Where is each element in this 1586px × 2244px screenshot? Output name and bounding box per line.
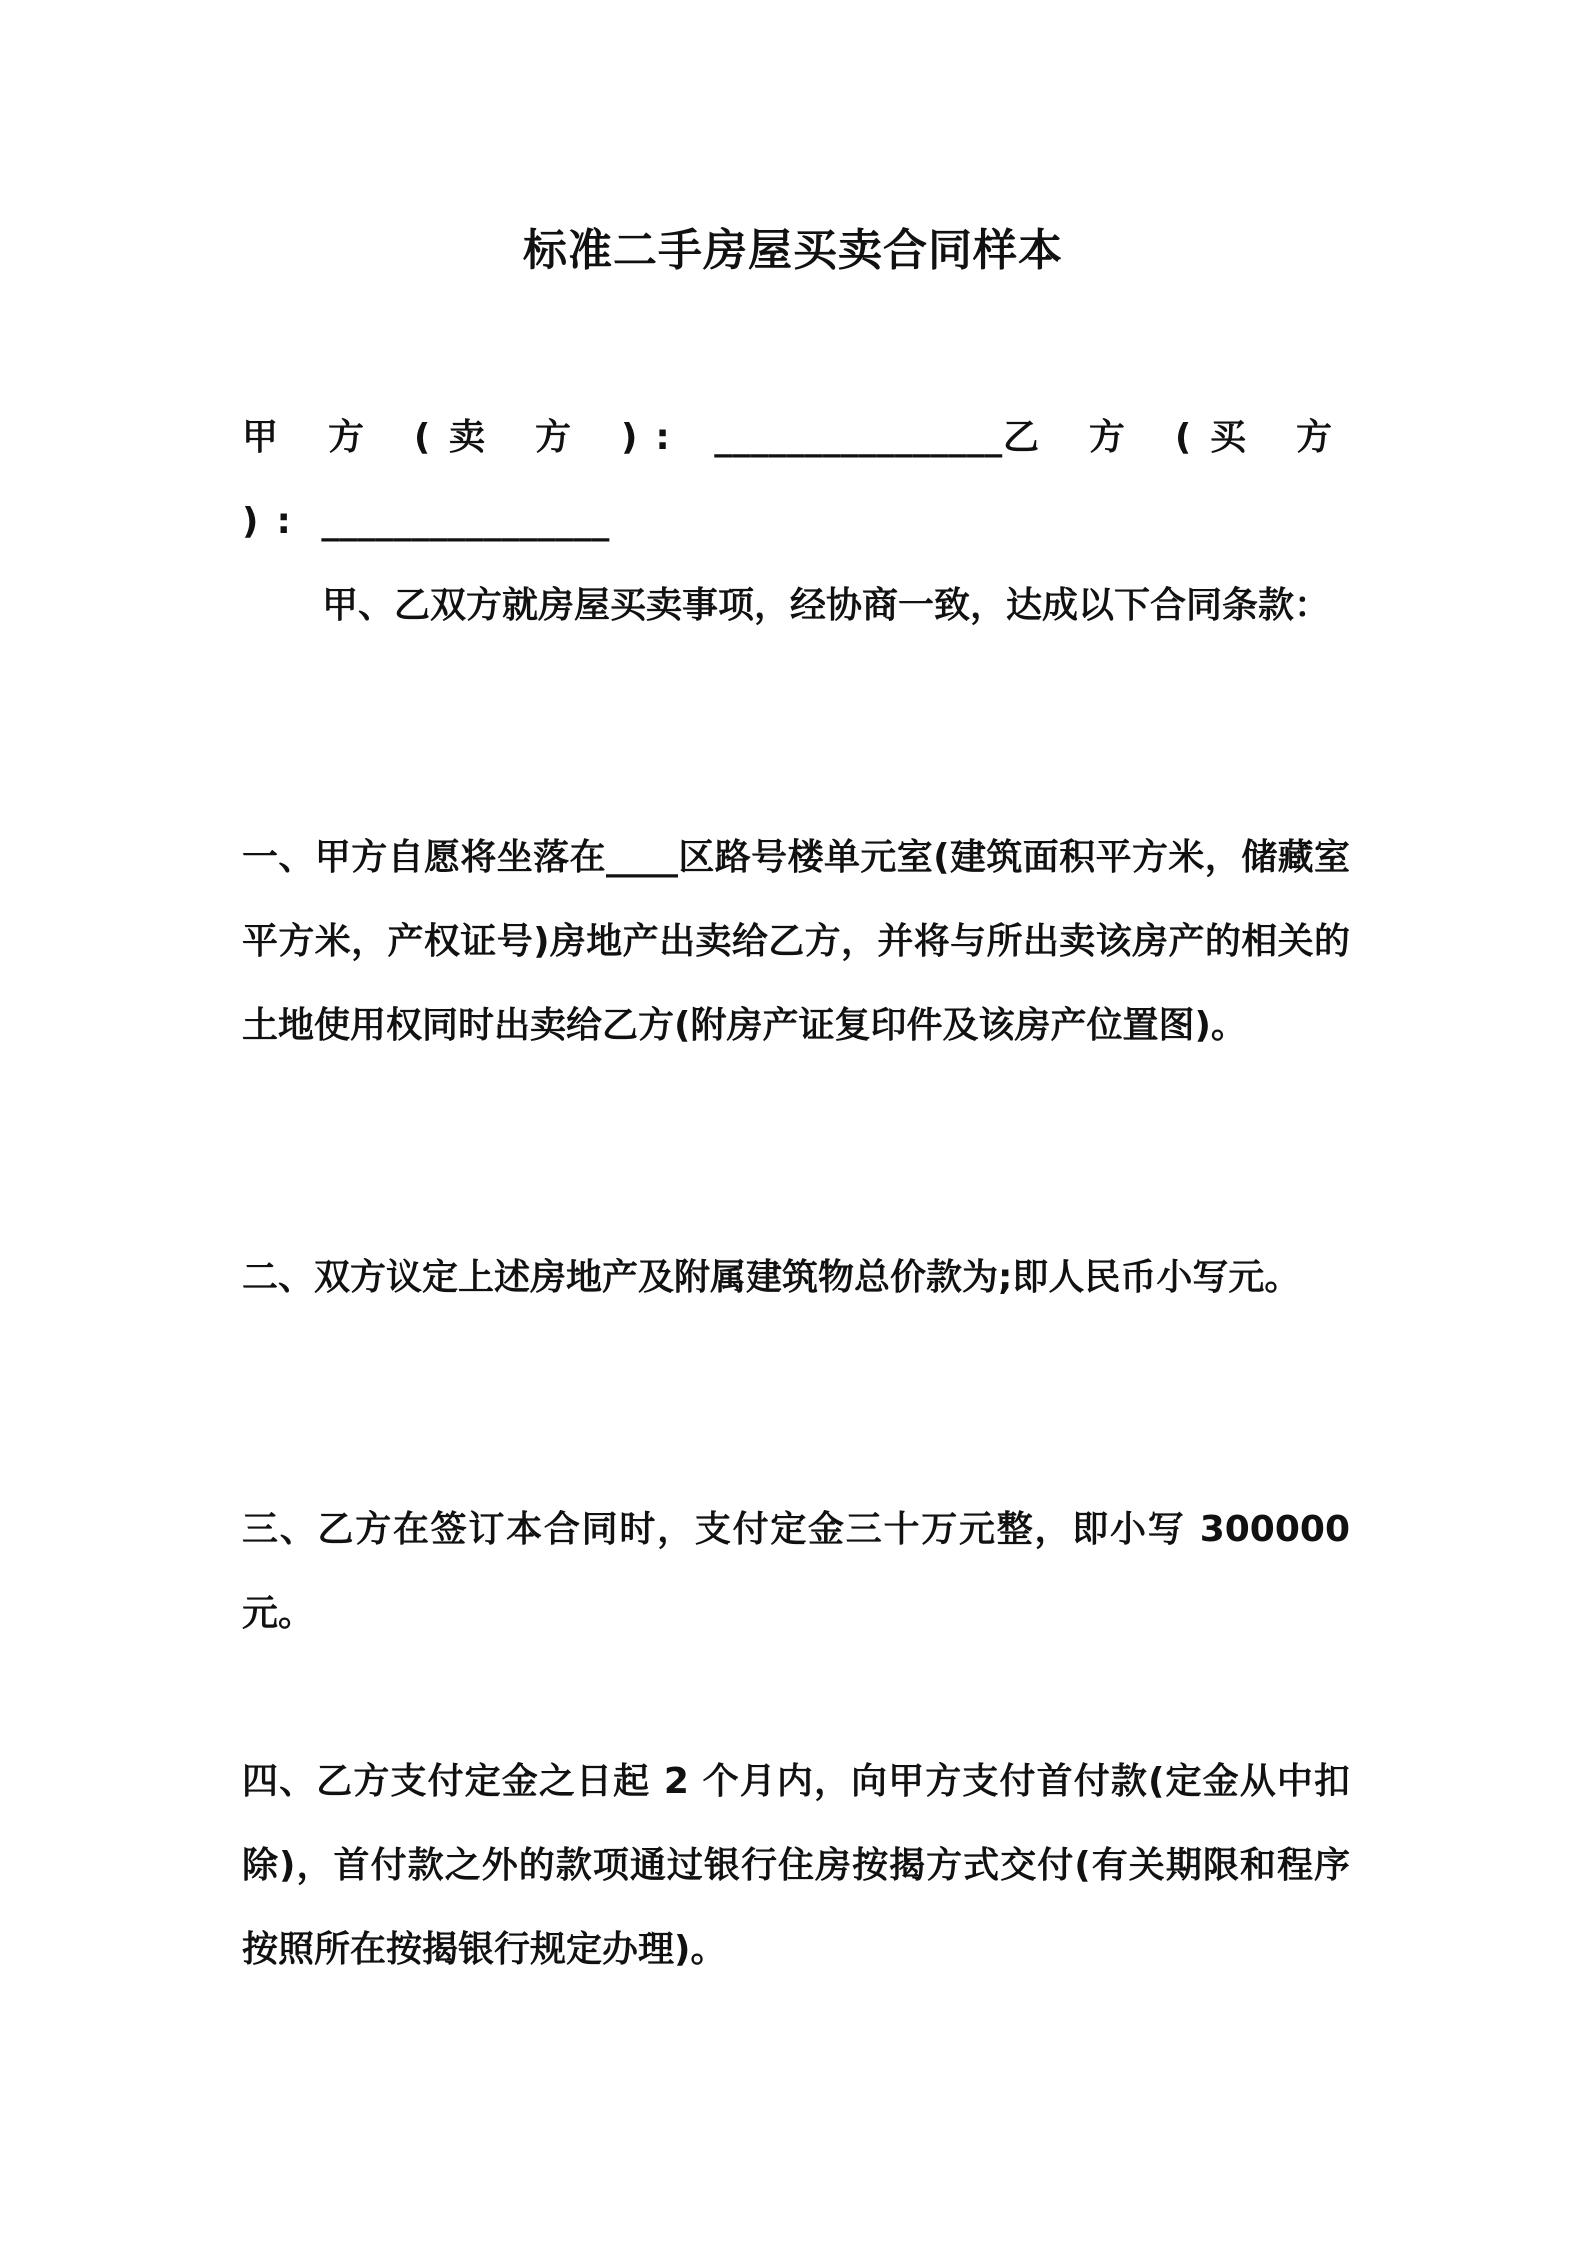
preamble-paragraph: 甲、乙双方就房屋买卖事项，经协商一致，达成以下合同条款： [322,585,1331,626]
clause-2: 二、双方议定上述房地产及附属建筑物总价款为;即人民币小写元。 [242,1257,1301,1298]
buyer-label: 乙 方 (买 方 ): [242,417,1350,542]
clause-1: 一、甲方自愿将坐落在____区路号楼单元室(建筑面积平方米，储藏室平方米，产权证号)房地产出卖给乙方，并将与所出卖该房产的相关的土地使用权同时出卖给乙方(附房产证复印件及该房产位置图)。 [242,837,1350,1046]
seller-label: 甲 方 (卖 方 ): [242,417,688,458]
buyer-blank: ________________ [321,501,610,542]
clause-3: 三、乙方在签订本合同时，支付定金三十万元整，即小写 300000 元。 [242,1509,1350,1634]
seller-blank: ________________ [714,417,1003,458]
document-title: 标准二手房屋买卖合同样本 [523,225,1063,276]
clause-4: 四、乙方支付定金之日起 2 个月内，向甲方支付首付款(定金从中扣除)，首付款之外的款项通过银行住房按揭方式交付(有关期限和程序按照所在按揭银行规定办理)。 [242,1761,1350,1970]
parties-line [242,396,1350,564]
